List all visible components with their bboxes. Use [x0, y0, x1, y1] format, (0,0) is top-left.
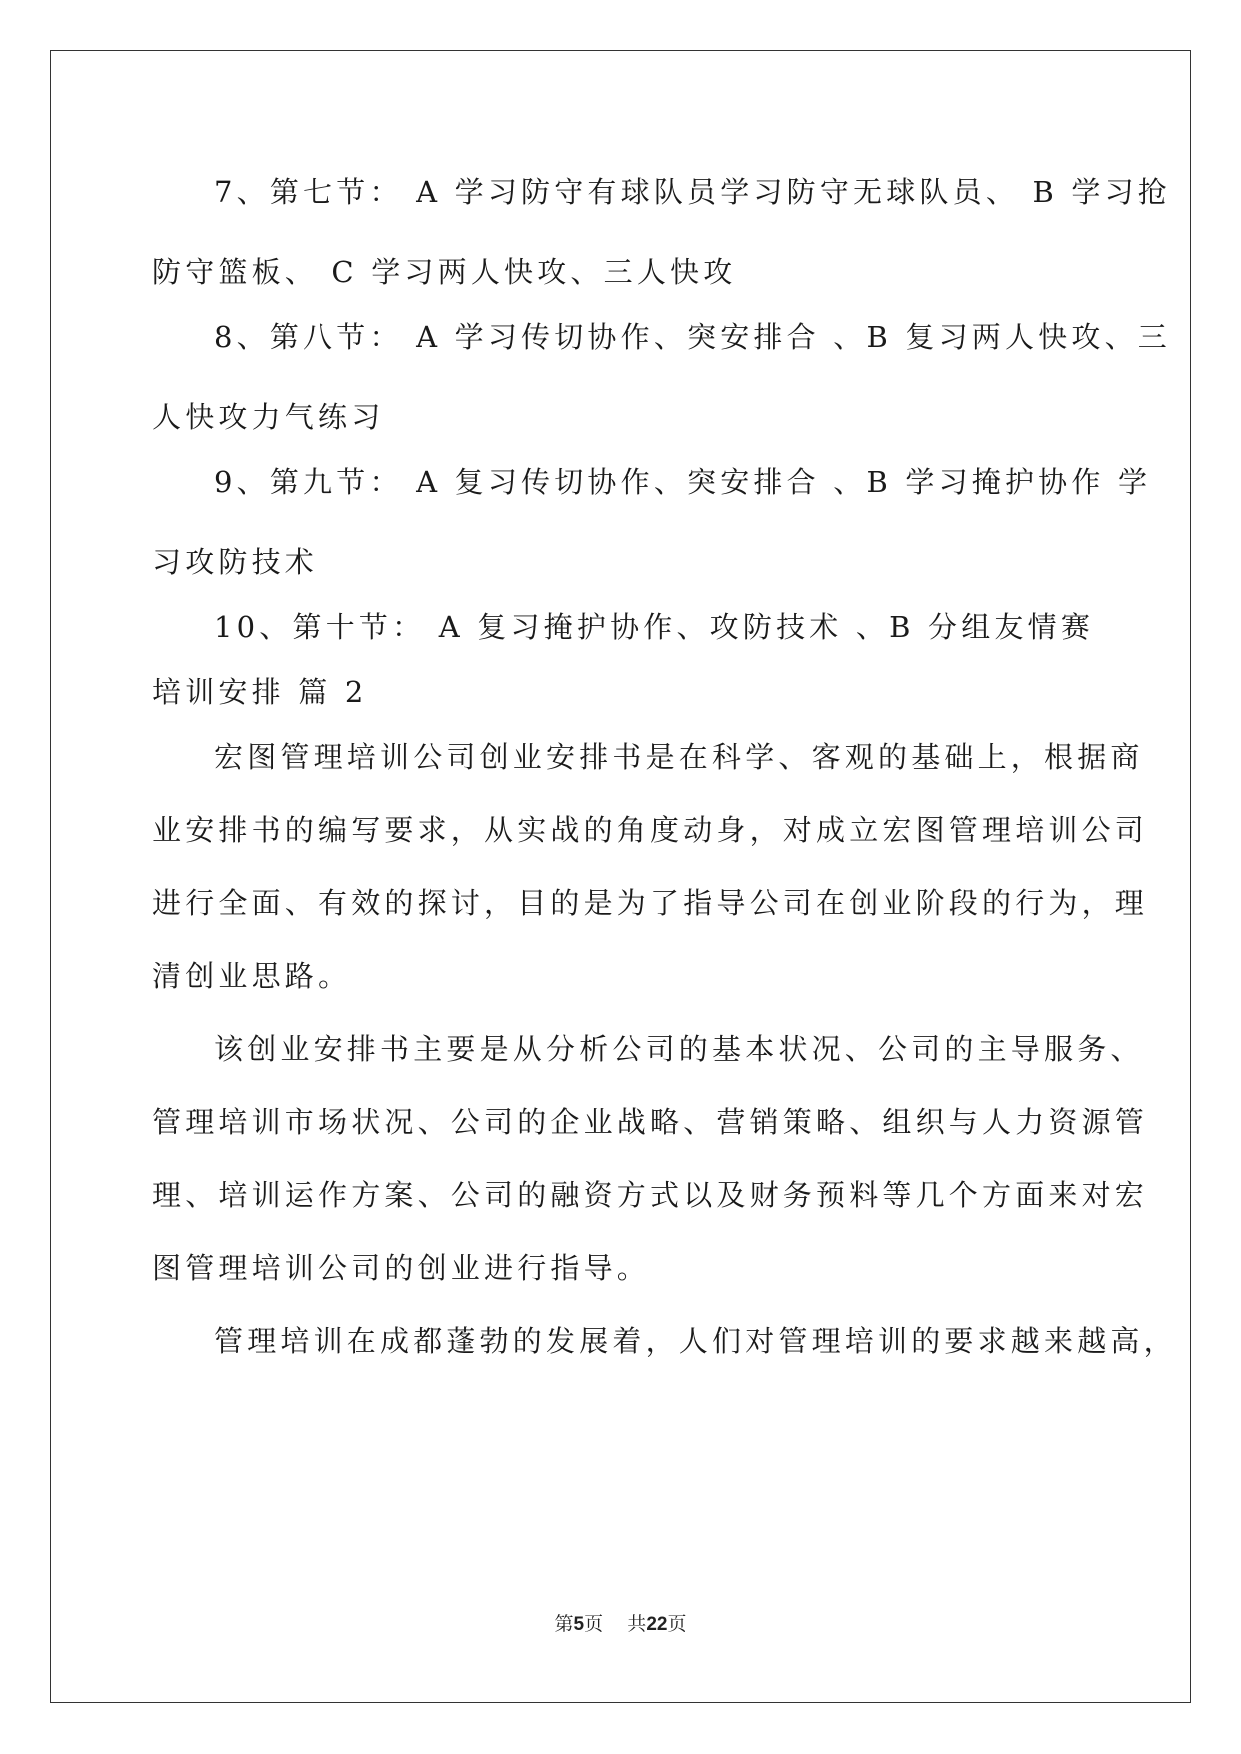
- text-line: 人快攻力气练习: [152, 400, 385, 434]
- text-line: 宏图管理培训公司创业安排书是在科学、客观的基础上，根据商: [214, 740, 1144, 774]
- text-line: 管理培训市场状况、公司的企业战略、营销策略、组织与人力资源管: [152, 1105, 1149, 1139]
- total-pages: 22: [646, 1614, 668, 1635]
- footer-total-prefix: 共: [627, 1613, 647, 1635]
- text-line: 该创业安排书主要是从分析公司的基本状况、公司的主导服务、: [214, 1032, 1144, 1066]
- page-border: [50, 50, 1191, 1703]
- footer-total-suffix: 页: [667, 1613, 687, 1635]
- text-line: 7、第七节： A 学习防守有球队员学习防守无球队员、 B 学习抢: [214, 175, 1171, 209]
- text-line: 业安排书的编写要求，从实战的角度动身，对成立宏图管理培训公司: [152, 813, 1149, 847]
- footer-page-suffix: 页: [584, 1613, 604, 1635]
- text-line: 管理培训在成都蓬勃的发展着，人们对管理培训的要求越来越高，: [214, 1324, 1177, 1358]
- text-line: 习攻防技术: [152, 545, 319, 579]
- page-footer: [0, 1609, 1241, 1636]
- text-line: 8、第八节： A 学习传切协作、突安排合 、B 复习两人快攻、三: [214, 320, 1171, 354]
- text-line: 9、第九节： A 复习传切协作、突安排合 、B 学习掩护协作 学: [214, 465, 1152, 499]
- text-line: 10、第十节： A 复习掩护协作、攻防技术 、B 分组友情赛: [214, 610, 1095, 644]
- section-heading: 培训安排 篇 2: [152, 675, 368, 709]
- text-line: 理、培训运作方案、公司的融资方式以及财务预料等几个方面来对宏: [152, 1178, 1149, 1212]
- text-line: 防守篮板、 C 学习两人快攻、三人快攻: [152, 255, 737, 289]
- footer-prefix: 第: [554, 1613, 574, 1635]
- text-line: 清创业思路。: [152, 959, 352, 993]
- text-line: 图管理培训公司的创业进行指导。: [152, 1251, 651, 1285]
- page-number: 5: [573, 1614, 585, 1635]
- text-line: 进行全面、有效的探讨，目的是为了指导公司在创业阶段的行为，理: [152, 886, 1149, 920]
